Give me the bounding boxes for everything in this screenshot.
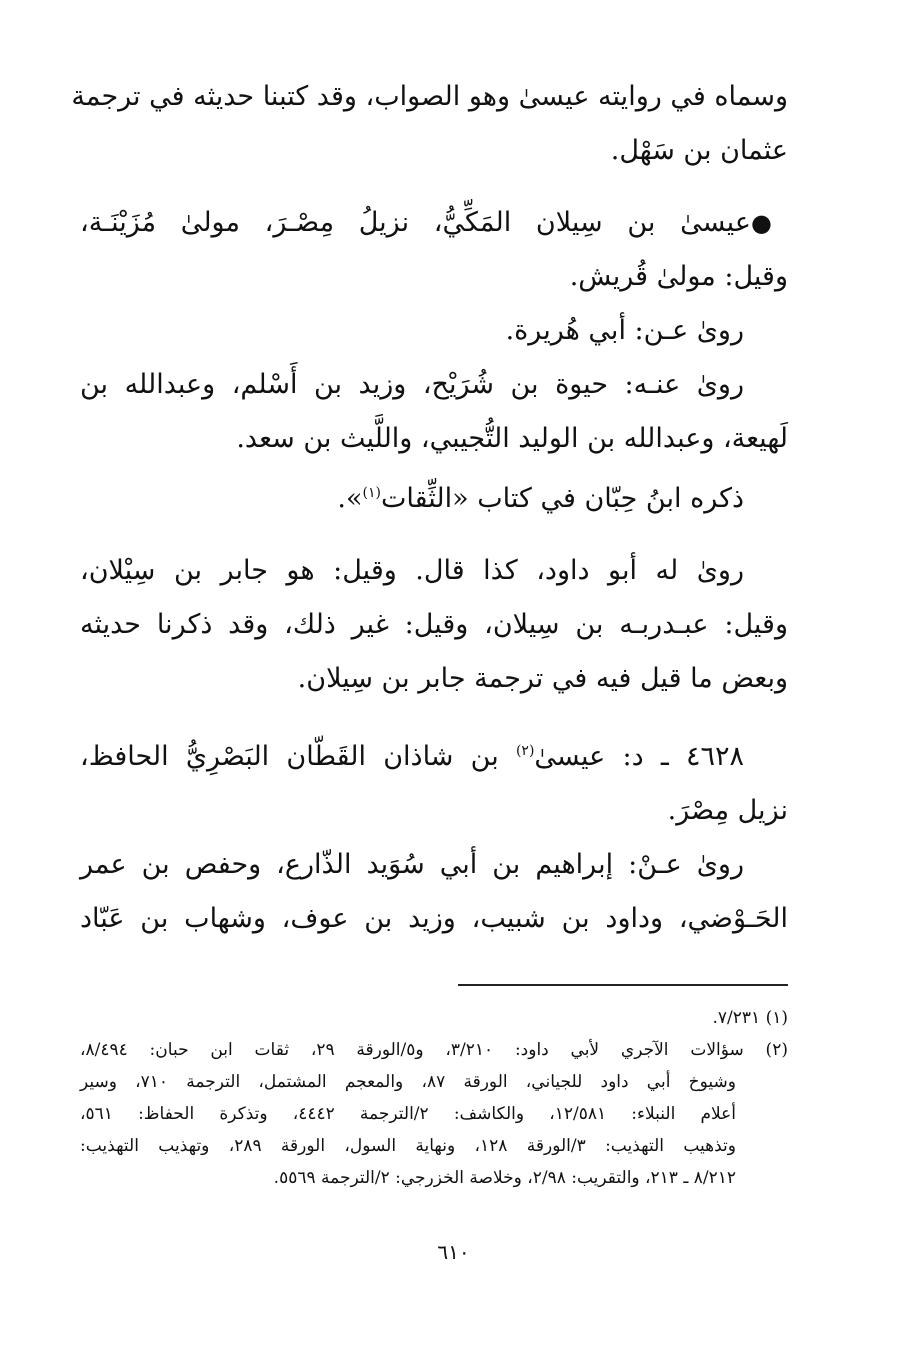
text-line: وقيل: مولىٰ قُريش. [569,261,788,292]
main-text [71,70,788,946]
entry-heading-line [80,196,788,250]
text-line: لَهيعة، وعبدالله بن الوليد التُّجيبي، واللَّيث بن سعد. [236,423,788,454]
mention-end: ». [337,483,363,514]
footnote-2-line: ٨/٢١٢ ـ ٢١٣، والتقريب: ٢/٩٨، وخلاصة الخزرجي: ٢/الترجمة ٥٥٦٩. [273,1168,736,1188]
text-line: وقيل: عبـدربـه بن سِيلان، وقيل: غير ذلك، وقد ذكرنا حديثه [80,609,788,640]
entry-number: ٤٦٢٨ ـ د: عيسىٰ [534,741,744,772]
footnote-2-line: وتذهيب التهذيب: ٣/الورقة ١٢٨، ونهاية السول، الورقة ٢٨٩، وتهذيب التهذيب: [80,1136,736,1156]
text-line: عثمان بن سَهْل. [610,135,788,166]
text-line: نزيل مِصْرَ. [667,795,788,826]
entry-heading-text: بن شاذان القَطّان البَصْرِيُّ الحافظ، [80,741,516,772]
text-line: وبعض ما قيل فيه في ترجمة جابر بن سِيلان. [297,663,788,694]
footnote-ref: (٢) [515,743,535,759]
footnotes [80,1002,788,1194]
footnote-divider [458,984,788,986]
text-line: وسماه في روايته عيسىٰ وهو الصواب، وقد كتبنا حديثه في ترجمة [71,81,788,112]
narrated-from-line: روىٰ عـنْ: إبراهيم بن أبي سُوَيد الذّارع، وحفص بن عمر [80,849,744,880]
mention-text: ذكره ابنُ حِبّان في كتاب «الثِّقات [380,483,744,514]
footnote-2-line: أعلام النبلاء: ١٢/٥٨١، والكاشف: ٢/الترجمة ٤٤٤٢، وتذكرة الحفاظ: ٥٦١، [80,1104,737,1124]
footnote-2-line: وشيوخ أبي داود للجياني، الورقة ٨٧، والمعجم المشتمل، الترجمة ٧١٠، وسير [80,1072,736,1092]
footnote-1: (١) ٧/٢٣١. [712,1008,788,1028]
entry-heading-text: عيسىٰ بن سِيلان المَكِّيُّ، نزيلُ مِصْـرَ، مولىٰ مُزَيْنَـة، [80,207,751,238]
bullet-icon: ● [750,209,788,237]
entry-heading-line [80,724,788,784]
footnote-ref: (١) [362,485,381,501]
narrated-from-line: روىٰ عـن: أبي هُريرة. [505,315,744,346]
page-number: ٦١٠ [437,1240,470,1264]
footnote-2-line: (٢) سؤالات الآجري لأبي داود: ٣/٢١٠، و٥/الورقة ٢٩، ثقات ابن حبان: ٨/٤٩٤، [80,1040,788,1060]
mention-line [80,466,788,526]
text-line: روىٰ له أبو داود، كذا قال. وقيل: هو جابر بن سِيْلان، [80,555,744,586]
text-line: الحَـوْضي، وداود بن شبيب، وزيد بن عوف، وشهاب بن عَبّاد [80,903,788,934]
narrated-by-line: روىٰ عنـه: حيوة بن شُرَيْح، وزيد بن أَسْلم، وعبدالله بن [80,369,744,400]
